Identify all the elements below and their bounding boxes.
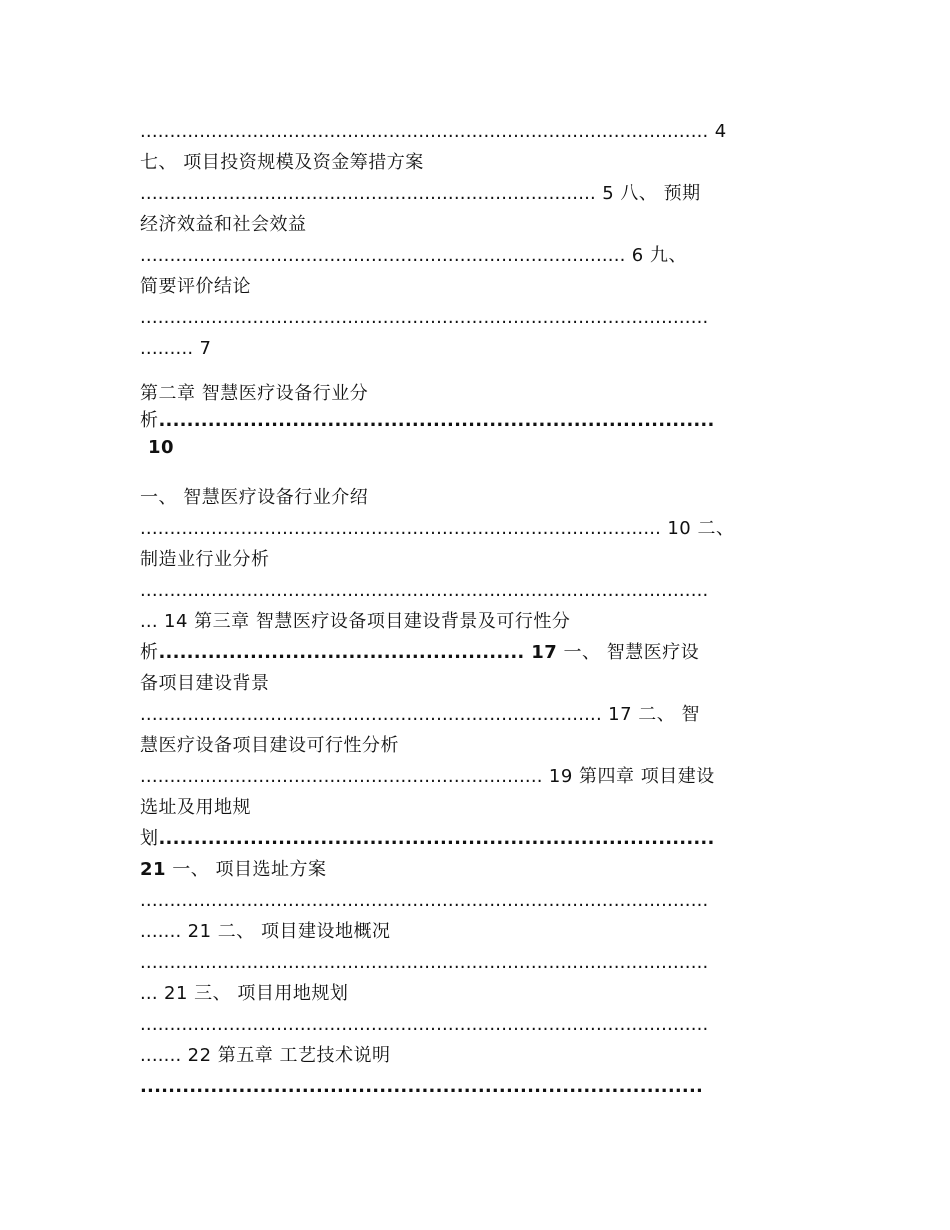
leader-dots: ..................................................................................: [140, 245, 626, 266]
toc-line-6: [140, 276, 251, 298]
toc-line-25: [140, 890, 708, 912]
leader-dots: ..............................................................................: [140, 704, 602, 725]
toc-line-21: [140, 766, 715, 788]
page-number: 17: [524, 642, 558, 663]
toc-entry-text: 22 第五章 工艺技术说明: [181, 1045, 391, 1066]
toc-entry-text: 5 八、 预期: [595, 183, 701, 204]
chapter-title: 析: [140, 642, 159, 663]
toc-line-16: [140, 611, 570, 633]
toc-line-20: [140, 735, 399, 757]
toc-line-31: [140, 1076, 703, 1098]
toc-line-3: [140, 183, 701, 205]
toc-entry-text: 备项目建设背景: [140, 673, 270, 694]
leader-dots: ................................................................................................: [140, 580, 709, 601]
toc-entry-text: 一、 项目选址方案: [166, 859, 327, 880]
leader-dots: ........................................................................................: [140, 518, 662, 539]
toc-line-15: [140, 580, 708, 602]
leader-dots: ...............................................................................: [158, 828, 715, 849]
toc-line-5: [140, 245, 687, 267]
toc-line-12: [140, 487, 368, 509]
toc-line-29: [140, 1014, 708, 1036]
toc-entry-text: 制造业行业分析: [140, 549, 270, 570]
page-number: 21: [140, 859, 167, 880]
toc-entry-text: 21 三、 项目用地规划: [157, 983, 349, 1004]
leader-dots: ....................................................: [158, 642, 525, 663]
toc-line-28: [140, 983, 348, 1005]
toc-line-9: [140, 383, 368, 405]
toc-entry-text: 简要评价结论: [140, 276, 251, 297]
toc-line-22: [140, 797, 251, 819]
toc-entry-text: 一、 智慧医疗设备行业介绍: [140, 487, 369, 508]
leader-dots: ................................................................................................: [140, 890, 709, 911]
toc-entry-text: 21 二、 项目建设地概况: [181, 921, 391, 942]
toc-line-7: [140, 307, 708, 329]
leader-dots: .............................................................................: [140, 183, 596, 204]
toc-line-14: [140, 549, 270, 571]
leader-dots: ................................................................................................: [140, 121, 709, 142]
toc-entry-text: 慧医疗设备项目建设可行性分析: [140, 735, 399, 756]
leader-dots: ................................................................................: [140, 1076, 704, 1097]
toc-line-8: [140, 338, 211, 360]
leader-dots: .......: [140, 1045, 182, 1066]
page-number: 10: [148, 437, 175, 458]
leader-dots: ................................................................................................: [140, 307, 709, 328]
toc-line-19: [140, 704, 700, 726]
leader-dots: ................................................................................................: [140, 1014, 709, 1035]
toc-entry-text: 19 第四章 项目建设: [542, 766, 715, 787]
toc-line-4: [140, 214, 307, 236]
chapter-title: 选址及用地规: [140, 797, 251, 818]
toc-entry-text: 一、 智慧医疗设: [557, 642, 700, 663]
toc-line-30: [140, 1045, 391, 1067]
toc-line-26: [140, 921, 391, 943]
page-number: 4: [708, 121, 727, 142]
toc-entry-text: 17 二、 智: [601, 704, 700, 725]
chapter-title: 第二章 智慧医疗设备行业分: [140, 383, 369, 404]
toc-line-13: [140, 518, 734, 540]
toc-line-17: [140, 642, 699, 664]
leader-dots: ................................................................................................: [140, 952, 709, 973]
toc-line-27: [140, 952, 708, 974]
toc-line-24: [140, 859, 327, 881]
leader-dots: ...............................................................................: [158, 410, 715, 431]
chapter-title: 析: [140, 410, 159, 431]
toc-entry-text: 6 九、: [625, 245, 687, 266]
toc-entry-text: 14 第三章 智慧医疗设备项目建设背景及可行性分: [157, 611, 571, 632]
toc-line-11: [148, 437, 174, 459]
leader-dots: ....................................................................: [140, 766, 543, 787]
toc-line-2: [140, 152, 424, 174]
chapter-title: 划: [140, 828, 159, 849]
leader-dots: ...: [140, 983, 158, 1004]
toc-entry-text: 经济效益和社会效益: [140, 214, 307, 235]
leader-dots: .......: [140, 921, 182, 942]
toc-entry-text: 七、 项目投资规模及资金筹措方案: [140, 152, 424, 173]
leader-dots: ...: [140, 611, 158, 632]
page-number: 7: [193, 338, 212, 359]
toc-line-18: [140, 673, 270, 695]
leader-dots: .........: [140, 338, 194, 359]
toc-entry-text: 10 二、: [661, 518, 735, 539]
toc-line-10: [140, 410, 715, 432]
toc-line-23: [140, 828, 715, 850]
toc-line-1: [140, 121, 727, 143]
